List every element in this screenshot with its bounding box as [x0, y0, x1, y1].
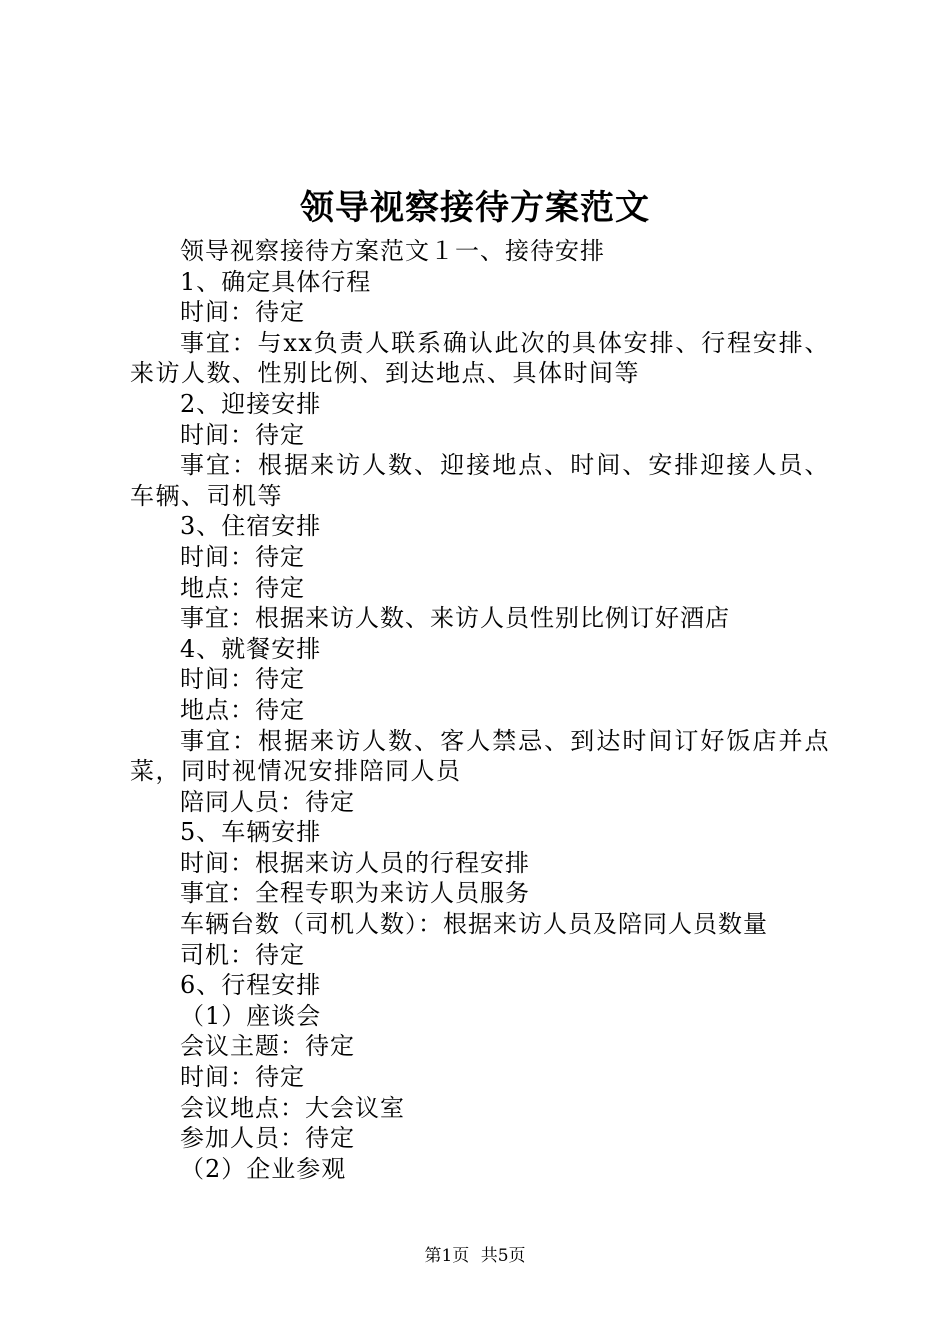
body-line: 时间：待定: [180, 1063, 305, 1092]
page-total: 共5页: [480, 1246, 526, 1266]
body-line: 领导视察接待方案范文１一、接待安排: [180, 237, 605, 265]
body-line: 车辆台数（司机人数）：根据来访人员及陪同人员数量: [180, 910, 768, 939]
body-line: 参加人员：待定: [180, 1124, 355, 1153]
body-line: 地点：待定: [180, 573, 305, 602]
body-line: （2）企业参观: [180, 1154, 347, 1183]
body-line: 地点：待定: [180, 695, 305, 724]
body-line: 5、车辆安排: [180, 818, 322, 847]
page-number: 第1页: [424, 1246, 470, 1266]
body-line: （1）座谈会: [180, 1001, 322, 1030]
page-footer: [0, 1244, 950, 1268]
body-line: 时间：根据来访人员的行程安排: [180, 848, 530, 877]
body-paragraph: 事宜：根据来访人数、客人禁忌、到达时间订好饭店并点菜，同时视情况安排陪同人员: [130, 726, 830, 786]
body-line: 事宜：根据来访人数、来访人员性别比例订好酒店: [180, 604, 730, 633]
body-line: 2、迎接安排: [180, 389, 322, 418]
body-line: 时间：待定: [180, 420, 305, 449]
body-line: 时间：待定: [180, 542, 305, 571]
body-line: 6、行程安排: [180, 971, 322, 1000]
body-line: 3、住宿安排: [180, 512, 322, 541]
body-paragraph: 事宜：根据来访人数、迎接地点、时间、安排迎接人员、车辆、司机等: [130, 451, 830, 510]
body-line: 时间：待定: [180, 298, 305, 327]
body-line: 事宜：全程专职为来访人员服务: [180, 879, 530, 908]
document-title: 领导视察接待方案范文: [300, 188, 650, 228]
body-line: 司机：待定: [180, 940, 305, 969]
body-line: 时间：待定: [180, 665, 305, 694]
body-line: 会议主题：待定: [180, 1032, 355, 1061]
body-line: 1、确定具体行程: [180, 267, 372, 296]
body-line: 陪同人员：待定: [180, 787, 355, 816]
body-line: 4、就餐安排: [180, 634, 322, 663]
body-paragraph: 事宜：与xx负责人联系确认此次的具体安排、行程安排、来访人数、性别比例、到达地点、具体时间等: [130, 328, 830, 388]
document-body: [130, 236, 830, 1184]
body-line: 会议地点：大会议室: [180, 1093, 405, 1122]
